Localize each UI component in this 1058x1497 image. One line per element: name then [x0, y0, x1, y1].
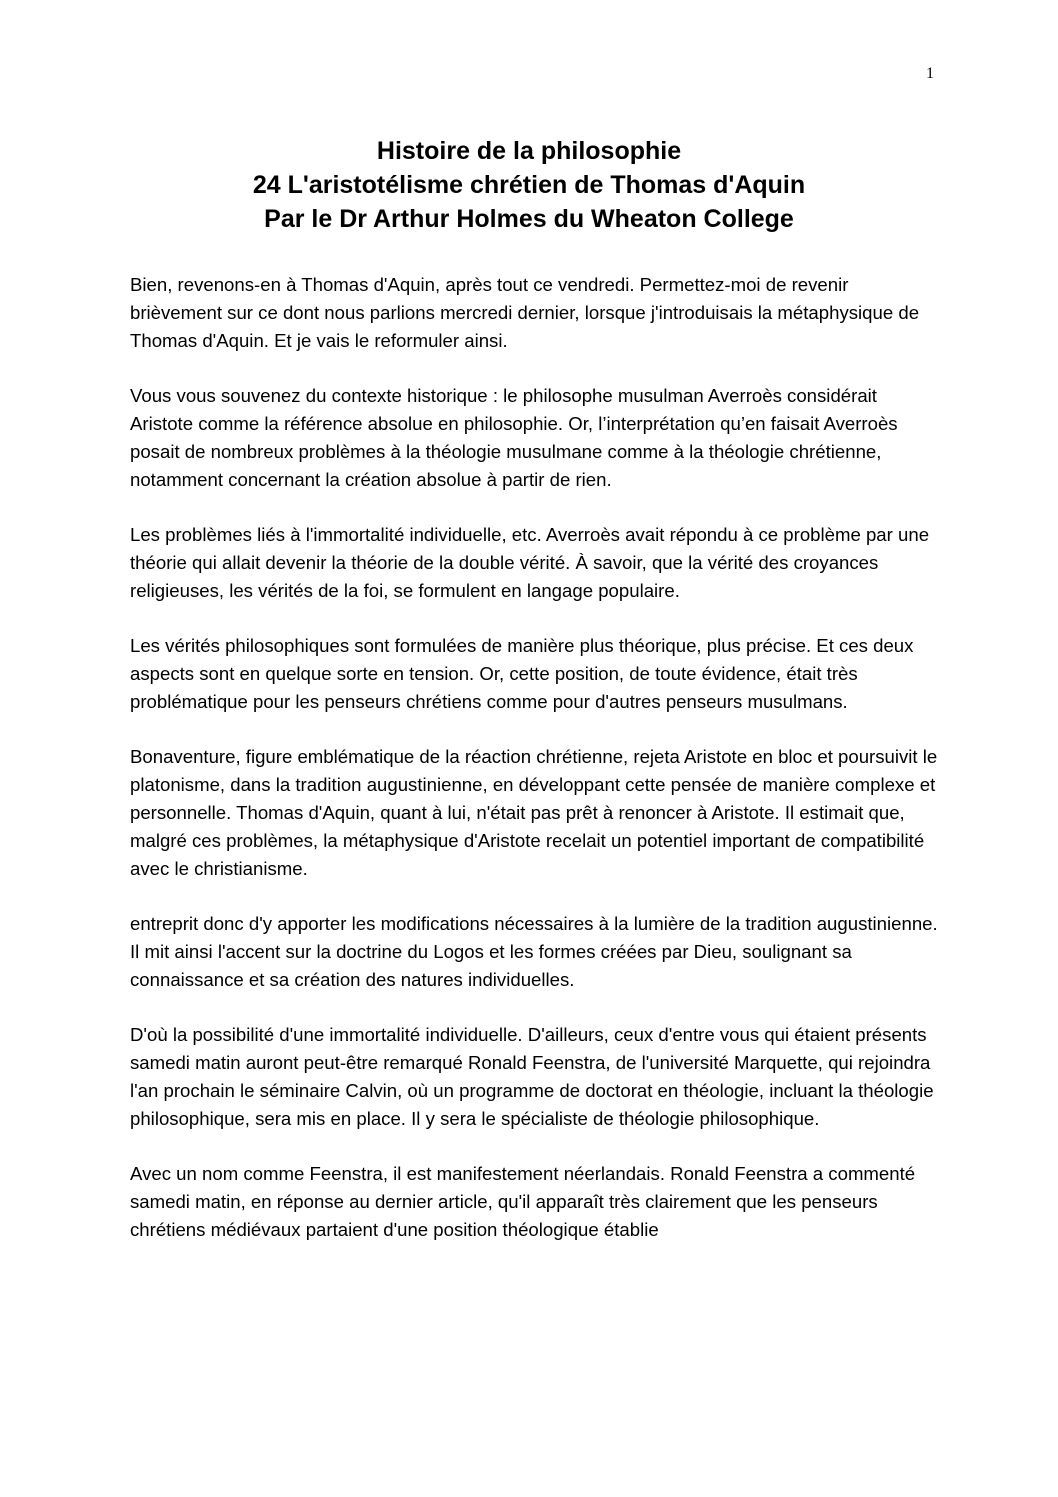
paragraph: Avec un nom comme Feenstra, il est manifestement néerlandais. Ronald Feenstra a commenté samedi matin, en réponse au dernier article, qu'il apparaît très clairement que les penseurs chrétiens médiévaux partaient d'une position théologique établie: [130, 1163, 916, 1240]
title-lecture: 24 L'aristotélisme chrétien de Thomas d'Aquin: [252, 171, 806, 199]
paragraph: Les vérités philosophiques sont formulées de manière plus théorique, plus précise. Et ces deux aspects sont en quelque sorte en tension. Or, cette position, de toute évidence, était très problématique pour les penseurs chrétiens comme pour d'autres penseurs musulmans.: [130, 635, 914, 712]
title-series: Histoire de la philosophie: [376, 137, 682, 165]
paragraph: Les problèmes liés à l'immortalité individuelle, etc. Averroès avait répondu à ce problème par une théorie qui allait devenir la théorie de la double vérité. À savoir, que la vérité des croyances religieuses, les vérités de la foi, se formulent en langage populaire.: [130, 524, 930, 601]
page-number: 1: [926, 65, 934, 82]
paragraph: D'où la possibilité d'une immortalité individuelle. D'ailleurs, ceux d'entre vous qui étaient présents samedi matin auront peut-être remarqué Ronald Feenstra, de l'université Marquette, qui rejoindra l'an prochain le séminaire Calvin, où un programme de doctorat en théologie, incluant la théologie philosophique, sera mis en place. Il y sera le spécialiste de théologie philosophique.: [130, 1024, 934, 1129]
paragraph: Bonaventure, figure emblématique de la réaction chrétienne, rejeta Aristote en bloc et poursuivit le platonisme, dans la tradition augustinienne, en développant cette pensée de manière complexe et personnelle. Thomas d'Aquin, quant à lui, n'était pas prêt à renoncer à Aristote. Il estimait que, malgré ces problèmes, la métaphysique d'Aristote recelait un potentiel important de compatibilité avec le christianisme.: [130, 746, 938, 879]
document-title: [100, 134, 958, 236]
paragraph: entreprit donc d'y apporter les modifications nécessaires à la lumière de la tradition augustinienne. Il mit ainsi l'accent sur la doctrine du Logos et les formes créées par Dieu, soulignant sa connaissance et sa création des natures individuelles.: [130, 913, 938, 990]
title-author: Par le Dr Arthur Holmes du Wheaton College: [264, 205, 794, 233]
paragraph: Vous vous souvenez du contexte historique : le philosophe musulman Averroès considérait Aristote comme la référence absolue en philosophie. Or, l’interprétation qu’en faisait Averroès posait de nombreux problèmes à la théologie musulmane comme à la théologie chrétienne, notamment concernant la création absolue à partir de rien.: [130, 385, 898, 490]
paragraph: Bien, revenons-en à Thomas d'Aquin, après tout ce vendredi. Permettez-moi de revenir brièvement sur ce dont nous parlions mercredi dernier, lorsque j'introduisais la métaphysique de Thomas d'Aquin. Et je vais le reformuler ainsi.: [130, 274, 920, 351]
document-body: [130, 271, 940, 1271]
